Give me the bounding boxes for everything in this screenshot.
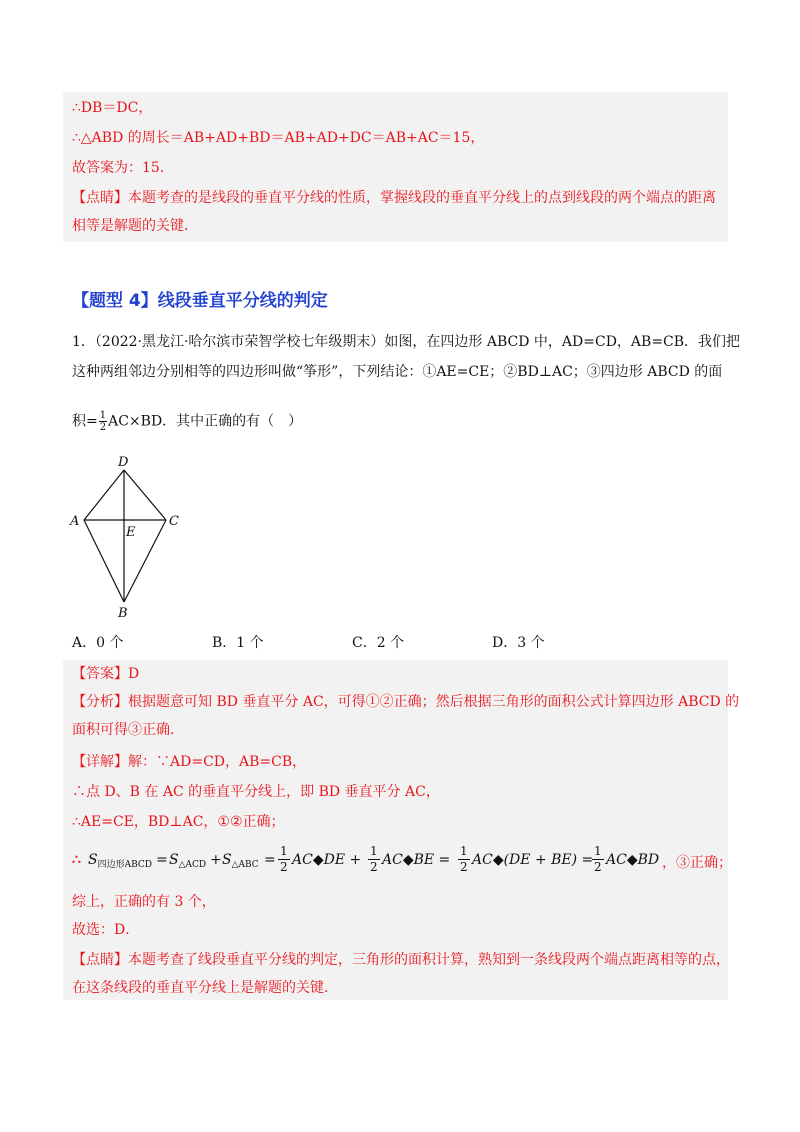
tip-line-2: 在这条线段的垂直平分线上是解题的关键．	[72, 980, 338, 996]
detail-line-2: ∴点 D、B 在 AC 的垂直平分线上，即 BD 垂直平分 AC，	[72, 784, 440, 800]
top-line-4	[72, 188, 716, 208]
area-prefix: 积=	[72, 413, 98, 430]
top-line-5: 相等是解题的关键．	[72, 218, 198, 234]
top-line-3: 故答案为：15．	[72, 160, 174, 176]
choose-line: 故选：D．	[72, 922, 140, 938]
summary-line: 综上，正确的有 3 个，	[72, 894, 216, 910]
option-c[interactable]: C．2 个	[352, 635, 405, 651]
one-half-fraction: $\frac{1}{2}$	[99, 410, 107, 433]
top-line-1: ∴DB＝DC，	[72, 100, 153, 116]
tip-text: 本题考查的是线段的垂直平分线的性质，掌握线段的垂直平分线上的点到线段的两个端点的距离	[128, 190, 716, 206]
tip-tag: 【点睛】	[72, 190, 128, 206]
kite-figure	[62, 452, 202, 622]
edge-dc	[124, 470, 166, 520]
question-line-1: 1．（2022·黑龙江·哈尔滨市荣智学校七年级期末）如图，在四边形 ABCD 中，AD=CD，AB=CB．我们把	[72, 334, 741, 350]
label-b: B	[118, 606, 128, 621]
detail-line-1: 【详解】解：∵AD=CD，AB=CB，	[72, 754, 307, 770]
analysis-line-2: 面积可得③正确．	[72, 722, 184, 738]
option-b[interactable]: B．1 个	[212, 635, 264, 651]
label-e: E	[126, 525, 136, 540]
question-line-2: 这种两组邻边分别相等的四边形叫做“筝形”，下列结论：①AE=CE；②BD⊥AC；③四边形 ABCD 的面	[72, 364, 723, 380]
label-a: A	[70, 514, 80, 529]
label-c: C	[169, 514, 179, 529]
top-line-2: ∴△ABD 的周长＝AB+AD+BD＝AB+AD+DC＝AB+AC＝15，	[72, 130, 485, 146]
analysis-line-1: 【分析】根据题意可知 BD 垂直平分 AC，可得①②正确；然后根据三角形的面积公式计算四边形 ABCD 的	[72, 694, 740, 710]
detail-line-3: ∴AE=CE，BD⊥AC，①②正确；	[72, 814, 285, 830]
edge-ab	[84, 520, 124, 602]
question-line-3	[72, 410, 302, 433]
section-heading: 【题型 4】线段垂直平分线的判定	[72, 291, 328, 311]
tip-line-1: 【点睛】本题考查了线段垂直平分线的判定，三角形的面积计算，熟知到一条线段两个端点距离相等的点，	[72, 952, 730, 968]
answer-line: 【答案】D	[72, 666, 140, 682]
area-suffix: AC×BD．其中正确的有（ ）	[108, 413, 303, 430]
label-d: D	[118, 455, 129, 470]
option-a[interactable]: A．0 个	[72, 635, 124, 651]
edge-da	[84, 470, 124, 520]
option-d[interactable]: D．3 个	[492, 635, 545, 651]
